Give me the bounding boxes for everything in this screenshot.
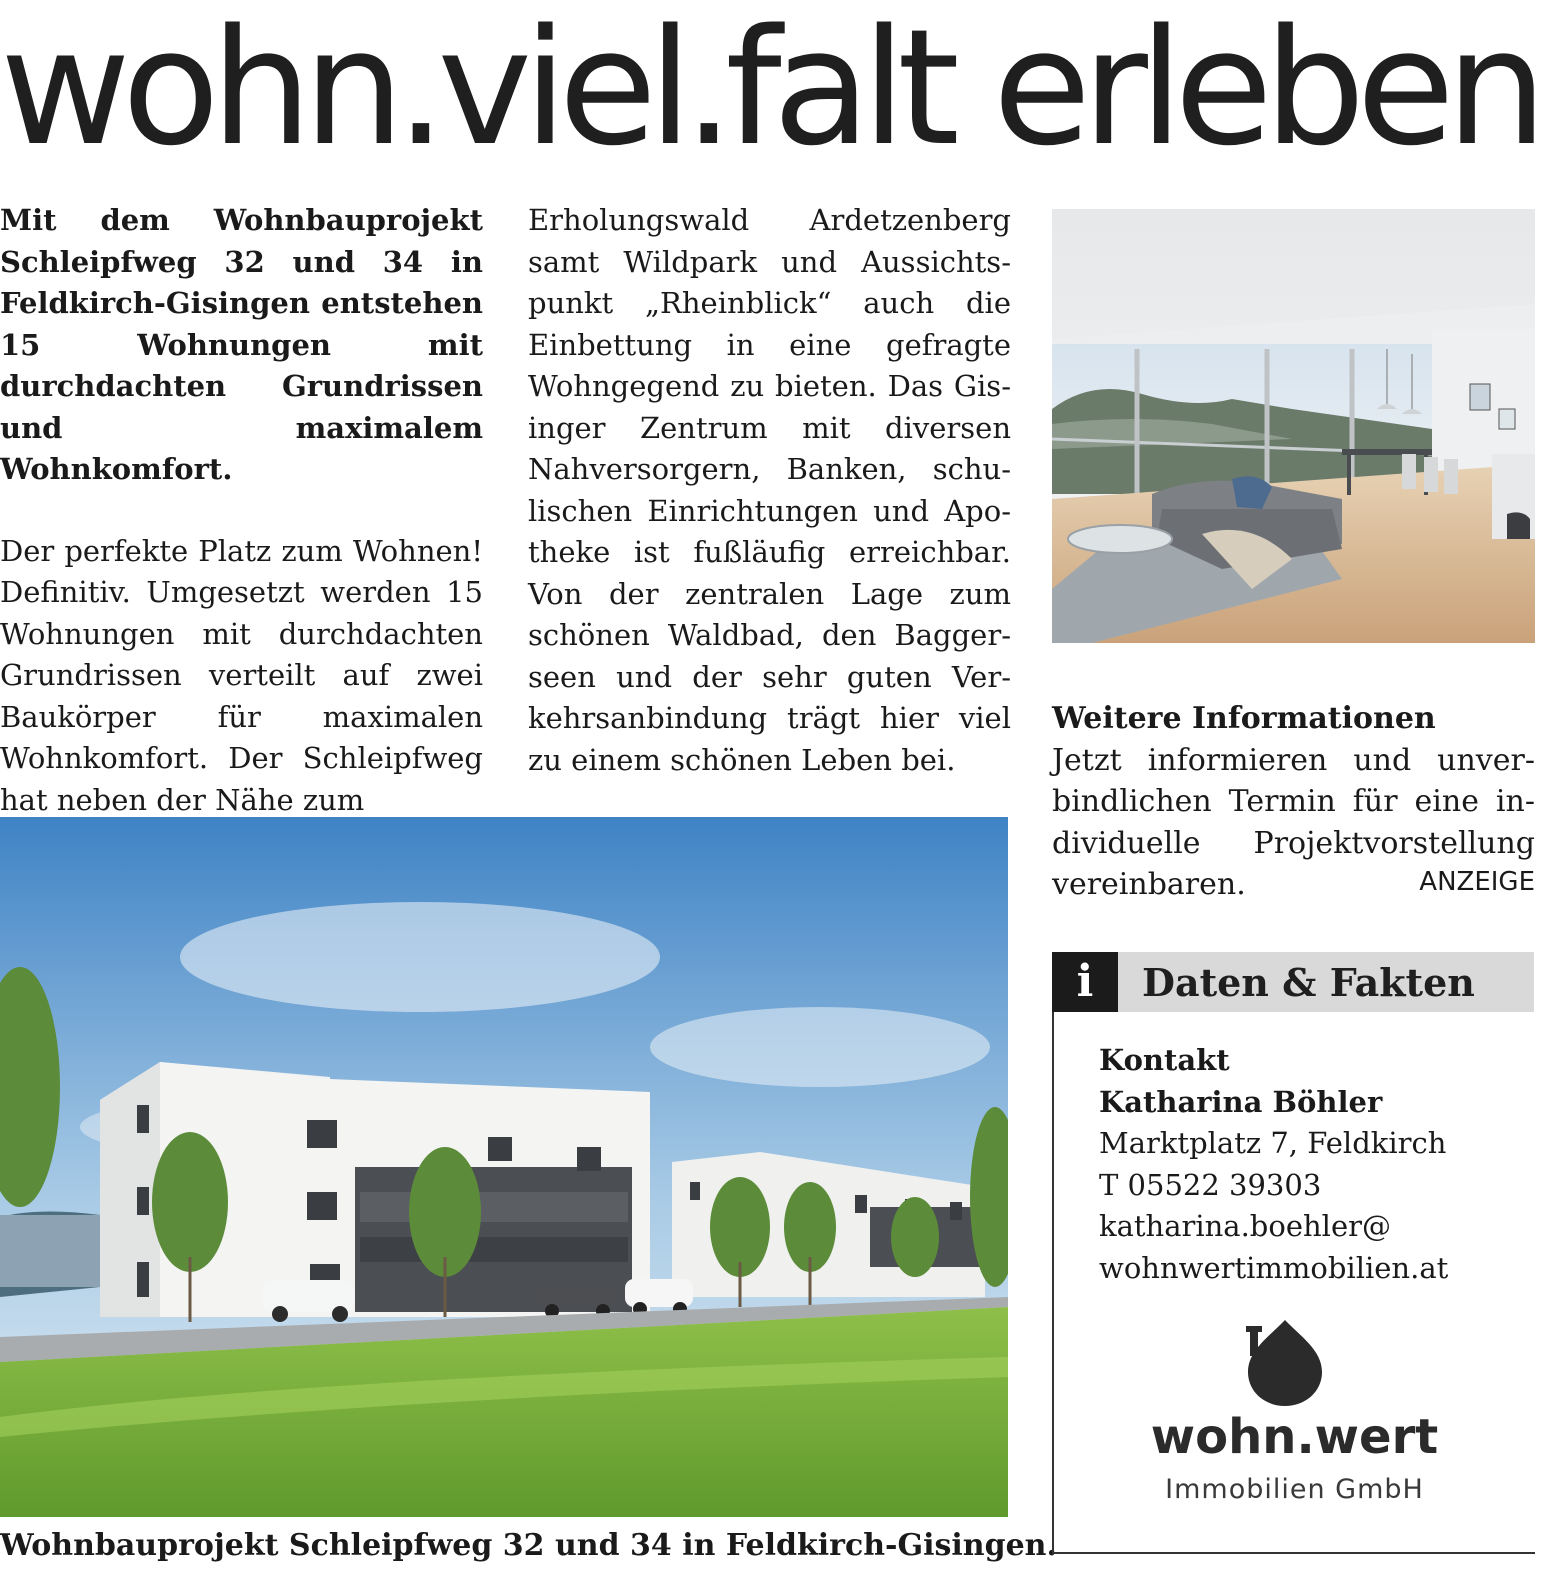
info-icon: i	[1052, 952, 1118, 1012]
article-lead: Mit dem Wohnbauprojekt Schleipfweg 32 und 34 in Feldkirch-Gisingen entstehen 15 Wohnungen mit durchdachten Grundrissen und maximalem Wohnkomfort.	[0, 203, 483, 486]
interior-photo	[1052, 209, 1535, 643]
article-column-1	[0, 200, 483, 821]
article-body-2: Erholungswald Ardetzenberg samt Wildpark und Aussichtspunkt „Rheinblick“ auch die Einbettung in eine gefragte Wohngegend zu bieten. Das Gisinger Zentrum mit diversen Nahversorgern, Banken, schulischen Einrichtungen und Apotheke ist fußläufig erreichbar. Von der zentralen Lage zum schönen Waldbad, den Baggerseen und der sehr guten Verkehrsanbindung trägt hier viel zu einem schönen Leben bei.	[528, 203, 1011, 777]
advertisement-label: ANZEIGE	[1419, 867, 1535, 897]
facts-header	[1052, 952, 1534, 1012]
more-info-block	[1052, 698, 1535, 906]
more-info-title: Weitere Informationen	[1052, 701, 1436, 736]
exterior-photo	[0, 817, 1008, 1517]
facts-box	[1052, 1012, 1535, 1554]
photo-caption: Wohnbauprojekt Schleipfweg 32 und 34 in Feldkirch-Gisingen.	[0, 1528, 1057, 1563]
more-info-text: Jetzt informieren und unverbindlichen Termin für eine individuelle Projektvorstellung vereinbaren.	[1052, 742, 1535, 902]
logo-name: wohn.wert	[1150, 1409, 1439, 1465]
contact-label: Kontakt	[1099, 1043, 1230, 1077]
contact-address: Marktplatz 7, Feldkirch	[1099, 1126, 1447, 1160]
contact-name: Katharina Böhler	[1099, 1084, 1383, 1119]
contact-email-line-1: katharina.boehler@	[1099, 1209, 1391, 1243]
drop-house-logo-icon	[1240, 1316, 1330, 1408]
contact-email-line-2: wohnwertimmobilien.at	[1099, 1250, 1449, 1285]
facts-title: Daten & Fakten	[1142, 960, 1475, 1005]
article-body-1: Der perfekte Platz zum Wohnen! Definitiv. Umgesetzt werden 15 Wohnungen mit durchdachten Grundrissen verteilt auf zwei Baukörper für maximalen Wohnkomfort. Der Schleipfweg hat neben der Nähe zum	[0, 533, 483, 817]
contact-phone: T 05522 39303	[1099, 1167, 1322, 1202]
article-column-2	[528, 200, 1011, 781]
contact-block	[1099, 1040, 1448, 1289]
logo-subtitle: Immobilien GmbH	[1165, 1474, 1424, 1505]
headline: wohn.viel.falt erleben	[0, 0, 1539, 181]
